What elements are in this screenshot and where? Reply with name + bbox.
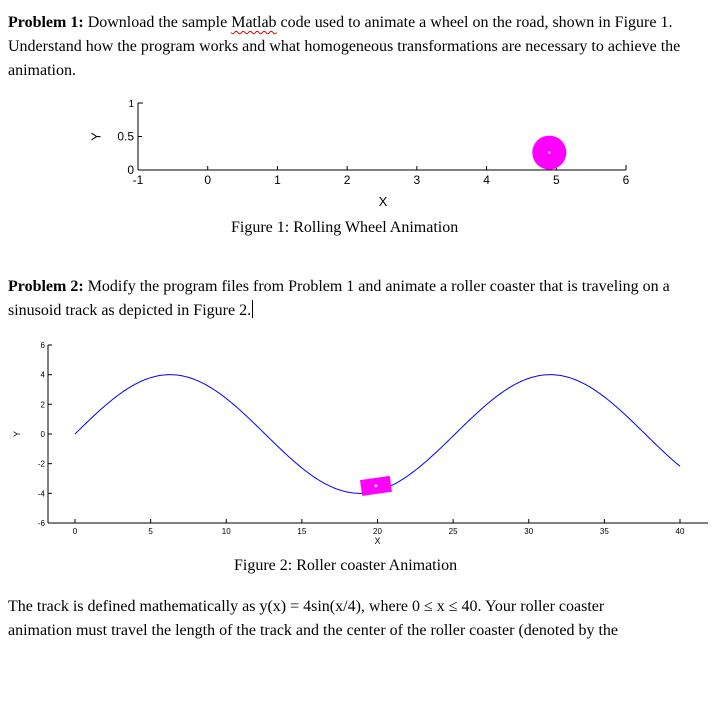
y-tick-label: 1 [128,99,134,110]
x-tick-label: 3 [413,173,421,187]
x-axis-label: X [378,194,388,209]
y-axis-label: Y [12,430,22,438]
x-tick-label: 6 [622,173,630,187]
figure1-caption: Figure 1: Rolling Wheel Animation [231,219,459,236]
x-tick-label: 5 [148,527,153,536]
x-tick-label: 25 [448,527,458,536]
y-tick-label: 6 [40,341,45,350]
y-axis-label: Y [88,132,104,141]
description-paragraph [8,595,720,643]
x-tick-label: 0 [72,527,78,536]
y-tick-label: -4 [37,489,45,499]
x-axis-label: X [374,536,381,546]
problem1-text-after: code used to animate a wheel on the road, shown in Figure 1. Understand how the program works and what homogeneous transformations are necessary to achieve the animation. [8,14,681,79]
figure2-caption: Figure 2: Roller coaster Animation [234,557,458,574]
y-tick-label: 0 [127,163,134,177]
problem1-text-before: Download the sample [87,14,228,31]
x-tick-label: 10 [221,527,231,536]
y-tick-label: -2 [37,459,45,469]
x-tick-label: 1 [274,173,281,187]
y-tick-label: 2 [40,400,45,410]
y-tick-label: 4 [40,370,45,380]
x-tick-label: 0 [204,173,212,187]
problem2-label: Problem 2: [8,278,84,295]
spellcheck-word[interactable]: Matlab [231,14,277,31]
x-tick-label: 5 [552,173,560,187]
x-tick-label: -1 [132,173,144,187]
description-line1: The track is defined mathematically as y(x) = 4sin(x/4), where 0 ≤ x ≤ 40. Your roller coaster [8,598,605,615]
x-tick-label: 35 [599,527,609,536]
x-tick-label: 4 [483,173,490,187]
description-line2: animation must travel the length of the track and the center of the roller coaster (denoted by the [8,622,618,639]
y-tick-label: -6 [37,519,45,528]
y-tick-label: 0 [40,430,45,439]
x-tick-label: 30 [524,527,534,536]
roller-coaster-car [360,476,392,496]
y-tick-label: 0.5 [117,129,134,144]
x-tick-label: 2 [343,173,351,187]
x-tick-label: 20 [373,527,382,536]
x-tick-label: 15 [297,527,307,536]
track-line [75,375,680,494]
problem2-text: Modify the program files from Problem 1 and animate a roller coaster that is traveling on a sinusoid track as depicted in Figure 2. [8,278,670,319]
x-tick-label: 40 [675,527,685,536]
problem1-label: Problem 1: [8,14,84,31]
